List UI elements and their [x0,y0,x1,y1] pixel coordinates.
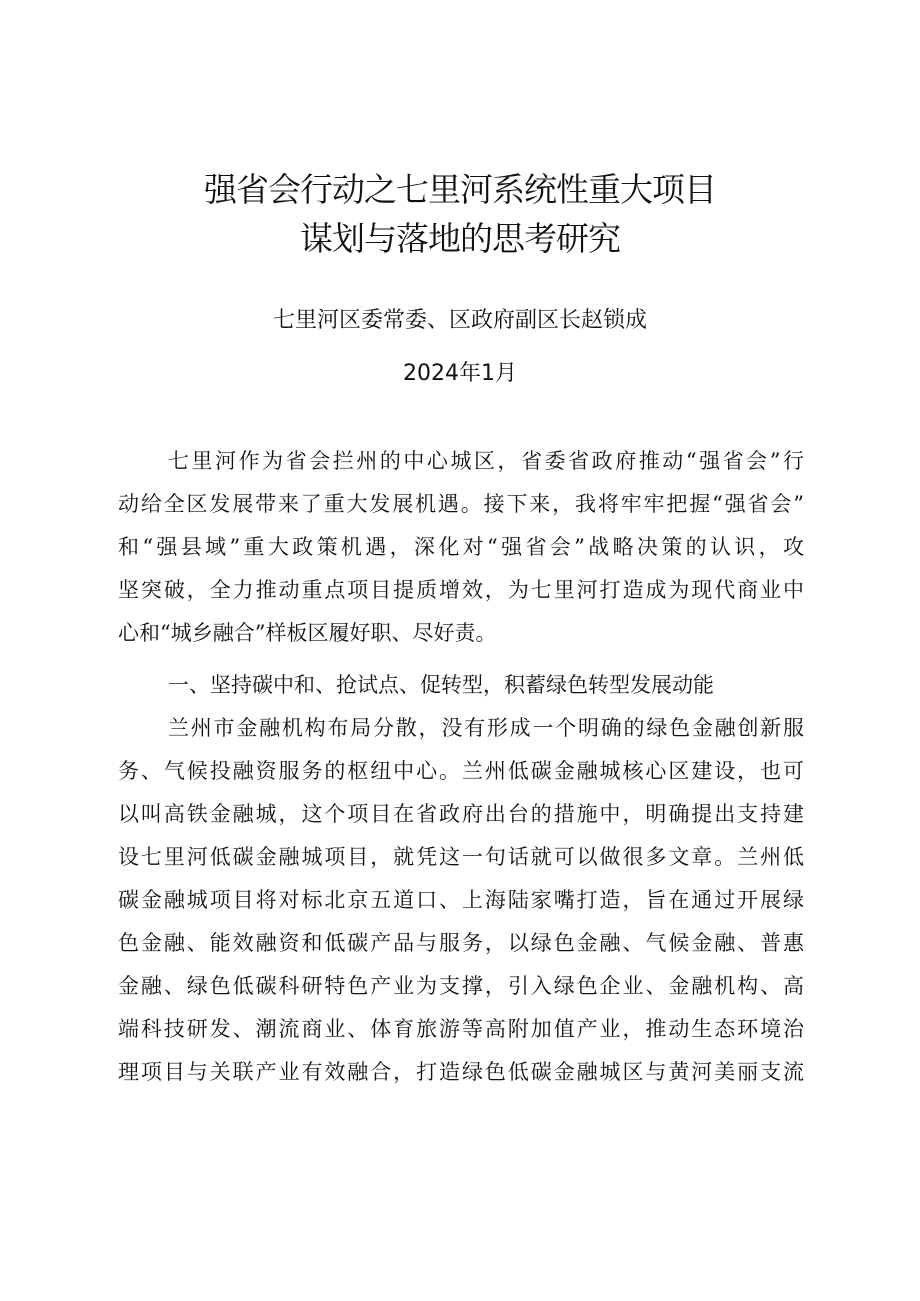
body-line: 金融、绿色低碳科研特色产业为支撑，引入绿色企业、金融机构、高 [118,974,804,998]
date-line: 2024年1月 [403,361,517,386]
body-line: 端科技研发、潮流商业、体育旅游等高附加值产业，推动生态环境治 [118,1017,804,1041]
section-heading: 一、坚持碳中和、抢试点、促转型，积蓄绿色转型发展动能 [168,673,714,697]
body-line: 心和“城乡融合”样板区履好职、尽好责。 [118,621,497,645]
body-line: 动给全区发展带来了重大发展机遇。接下来，我将牢牢把握“强省会” [118,492,804,516]
body-line: 坚突破，全力推动重点项目提质增效，为七里河打造成为现代商业中 [118,578,804,602]
author-line: 七里河区委常委、区政府副区长赵锁成 [272,308,647,333]
body-line: 务、气候投融资服务的枢纽中心。兰州低碳金融城核心区建设，也可 [118,759,804,783]
document-title-line-2: 谋划与落地的思考研究 [300,219,620,258]
body-line: 以叫高铁金融城，这个项目在省政府出台的措施中，明确提出支持建 [118,802,804,826]
body-line: 理项目与关联产业有效融合，打造绿色低碳金融城区与黄河美丽支流 [118,1060,804,1084]
body-line: 和“强县域”重大政策机遇，深化对“强省会”战略决策的认识，攻 [118,535,804,559]
body-line: 设七里河低碳金融城项目，就凭这一句话就可以做很多文章。兰州低 [118,845,804,869]
body-line: 色金融、能效融资和低碳产品与服务，以绿色金融、气候金融、普惠 [118,931,804,955]
body-line: 七里河作为省会拦州的中心城区，省委省政府推动“强省会”行 [168,449,804,473]
body-line: 碳金融城项目将对标北京五道口、上海陆家嘴打造，旨在通过开展绿 [118,888,804,912]
body-line: 兰州市金融机构布局分散，没有形成一个明确的绿色金融创新服 [168,716,804,740]
document-title-line-1: 强省会行动之七里河系统性重大项目 [204,170,716,209]
